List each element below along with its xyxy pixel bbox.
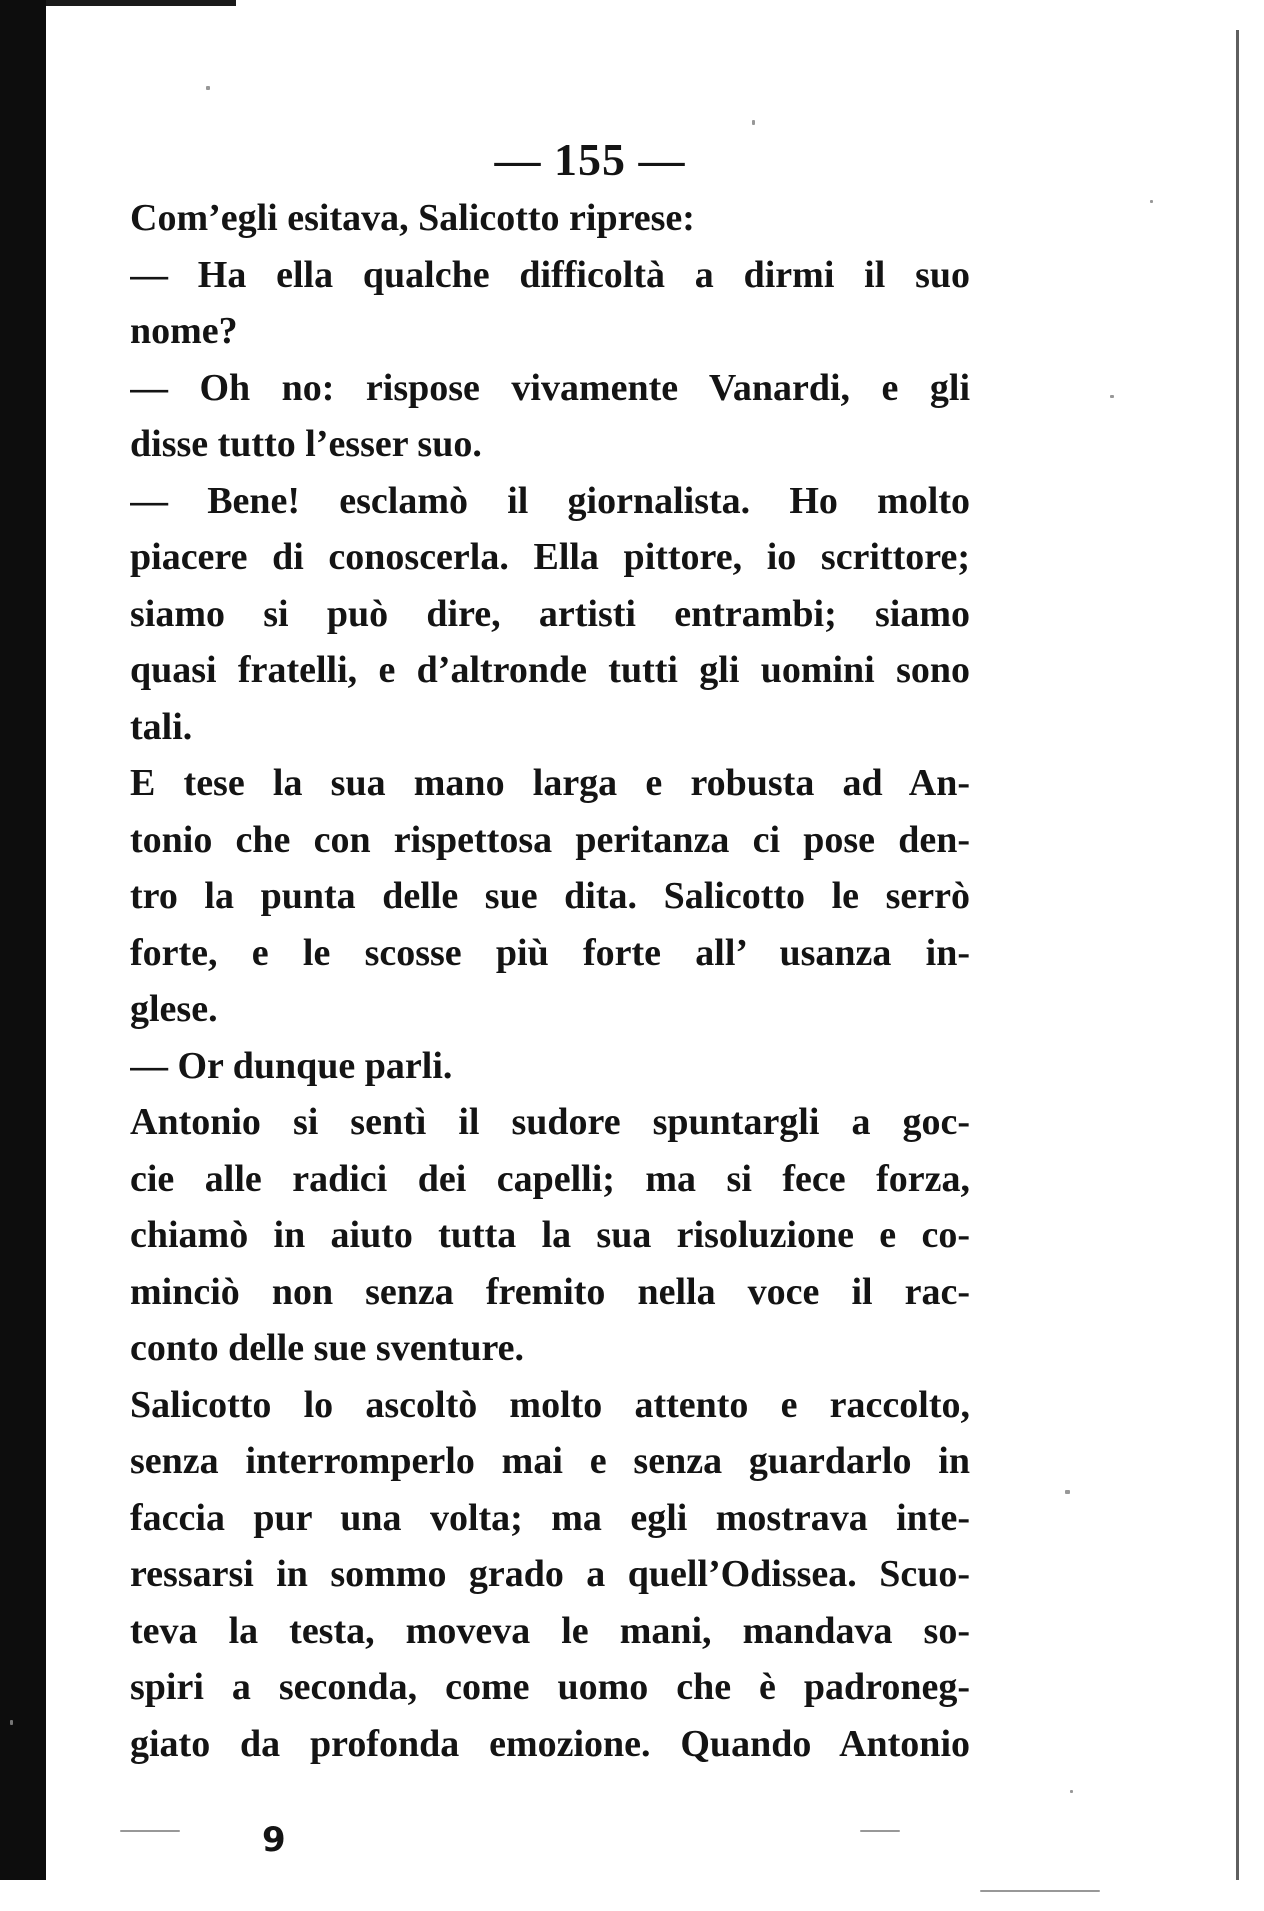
- text-line: glese.: [130, 988, 218, 1030]
- scan-speck: [980, 1890, 1100, 1892]
- text-line: conto delle sue sventure.: [130, 1327, 525, 1369]
- body-text: [130, 190, 970, 1772]
- scan-speck: [1110, 395, 1114, 398]
- text-line: Com’egli esitava, Salicotto riprese:: [130, 197, 695, 239]
- scan-speck: [860, 1830, 900, 1832]
- text-line: — Oh no: rispose vivamente Vanardi, e gli: [130, 366, 970, 409]
- text-line: E tese la sua mano larga e robusta ad An-: [130, 762, 970, 804]
- text-line: ressarsi in sommo grado a quell’Odissea. Scuo-: [130, 1553, 970, 1595]
- text-line: minciò non senza fremito nella voce il rac-: [130, 1270, 970, 1313]
- page-right-edge: [1236, 30, 1239, 1880]
- text-line: chiamò in aiuto tutta la sua risoluzione e co-: [130, 1214, 970, 1256]
- text-line: siamo si può dire, artisti entrambi; siamo: [130, 592, 970, 635]
- scan-speck: [206, 86, 210, 90]
- scan-speck: [120, 1830, 180, 1832]
- text-line: tali.: [130, 705, 193, 748]
- text-line: faccia pur una volta; ma egli mostrava inte-: [130, 1496, 970, 1539]
- page-number-header: — 155 —: [494, 134, 686, 185]
- page-binding-shadow: [0, 0, 46, 1880]
- scan-speck: [752, 120, 755, 125]
- text-line: Salicotto lo ascoltò molto attento e raccolto,: [130, 1383, 970, 1426]
- footer-mark: 9: [262, 1820, 286, 1860]
- page-top-edge: [46, 0, 236, 6]
- text-line: nome?: [130, 310, 238, 352]
- text-line: tonio che con rispettosa peritanza ci pose den-: [130, 818, 970, 861]
- text-line: — Ha ella qualche difficoltà a dirmi il suo: [130, 253, 970, 296]
- text-line: Antonio si sentì il sudore spuntargli a goc-: [130, 1101, 970, 1143]
- text-line: senza interromperlo mai e senza guardarlo in: [130, 1440, 970, 1482]
- scan-speck: [1150, 200, 1153, 203]
- scan-speck: [1070, 1790, 1073, 1793]
- text-line: teva la testa, moveva le mani, mandava so-: [130, 1609, 970, 1652]
- scan-speck: [1065, 1490, 1070, 1494]
- scan-speck: [10, 1720, 13, 1725]
- text-line: forte, e le scosse più forte all’ usanza in-: [130, 931, 970, 974]
- text-line: disse tutto l’esser suo.: [130, 423, 482, 465]
- text-line: tro la punta delle sue dita. Salicotto le serrò: [130, 875, 970, 917]
- text-line: quasi fratelli, e d’altronde tutti gli uomini sono: [130, 649, 970, 691]
- text-line: piacere di conoscerla. Ella pittore, io scrittore;: [130, 536, 970, 578]
- text-line: — Or dunque parli.: [130, 1044, 453, 1087]
- text-line: spiri a seconda, come uomo che è padroneg-: [130, 1666, 970, 1708]
- text-line: giato da profonda emozione. Quando Antonio: [130, 1722, 970, 1765]
- text-line: cie alle radici dei capelli; ma si fece forza,: [130, 1157, 970, 1200]
- text-line: — Bene! esclamò il giornalista. Ho molto: [130, 479, 970, 522]
